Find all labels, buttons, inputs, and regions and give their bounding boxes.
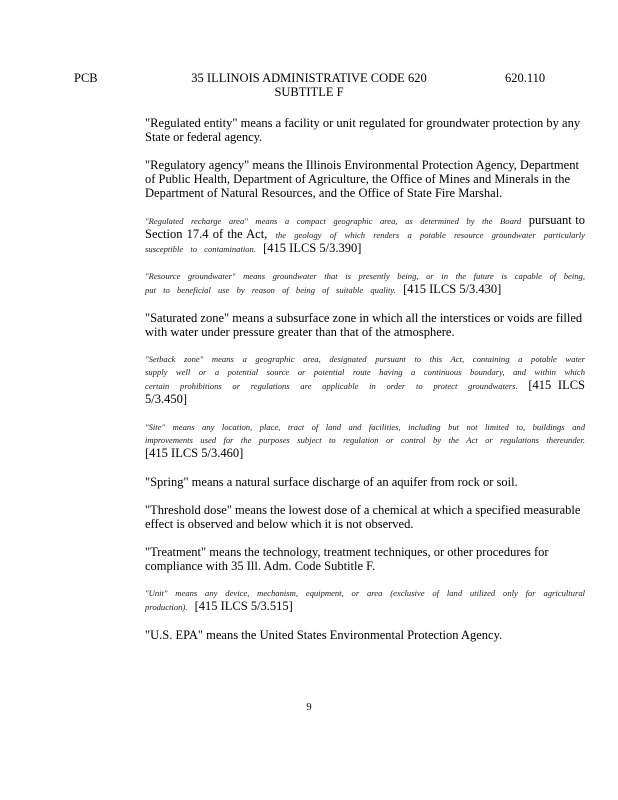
definition-regulated-entity: "Regulated entity" means a facility or unit regulated for groundwater protection by any State or federal agency. (145, 116, 581, 144)
statute-text: "Site" means any location, place, tract of land and facilities, including but not limited to, buildings and improvements used for the purposes subject to regulation or control by the Act or regulations thereunder. (145, 422, 585, 445)
statute-text: "Unit" means any device, mechanism, equipment, or area (exclusive of land utilized only for agricultural production). (145, 588, 585, 612)
document-body (145, 116, 585, 656)
citation: [415 ILCS 5/3.430] (403, 282, 502, 296)
statute-text: "Setback zone" means a geographic area, designated pursuant to this Act, containing a potable water supply well or a potential source or potential route having a continuous boundary, and within which certain prohibitions or regulations are applicable in order to protect groundwaters. (145, 354, 585, 391)
definition-saturated-zone: "Saturated zone" means a subsurface zone in which all the interstices or voids are filled with water under pressure greater than that of the atmosphere. (145, 311, 583, 339)
citation: [415 ILCS 5/3.390] (263, 241, 362, 255)
header-left: PCB (74, 71, 98, 85)
citation: [415 ILCS 5/3.460] (145, 446, 244, 460)
definition-spring: "Spring" means a natural surface discharge of an aquifer from rock or soil. (145, 475, 518, 489)
citation: [415 ILCS 5/3.450] (145, 378, 585, 406)
page-number: 9 (306, 702, 312, 713)
definition-us-epa: "U.S. EPA" means the United States Environmental Protection Agency. (145, 628, 503, 642)
header-section-number: 620.110 (505, 71, 546, 85)
definition-regulated-recharge-area (145, 214, 585, 256)
definition-site (145, 421, 585, 461)
inserted-text: pursuant to Section 17.4 of the Act, (145, 213, 585, 241)
citation: [415 ILCS 5/3.515] (194, 599, 293, 613)
statute-text: "Regulated recharge area" means a compact geographic area, as determined by the Board (145, 216, 522, 226)
definition-unit (145, 587, 585, 614)
header-title: 35 ILLINOIS ADMINISTRATIVE CODE 620 (191, 71, 427, 85)
statute-text: the geology of which renders a potable resource groundwater particularly susceptible to contamination. (145, 230, 585, 254)
definition-setback-zone (145, 353, 585, 407)
definition-resource-groundwater (145, 270, 585, 297)
header-subtitle: SUBTITLE F (274, 85, 344, 99)
definition-treatment: "Treatment" means the technology, treatment techniques, or other procedures for compliance with 35 Ill. Adm. Code Subtitle F. (145, 545, 549, 573)
definition-threshold-dose: "Threshold dose" means the lowest dose of a chemical at which a specified measurable effect is observed and below which it is not observed. (145, 503, 581, 531)
statute-text: "Resource groundwater" means groundwater that is presently being, or in the future is capable of being, put to beneficial use by reason of being of suitable quality. (145, 271, 585, 295)
definition-regulatory-agency: "Regulatory agency" means the Illinois Environmental Protection Agency, Department of Public Health, Department of Agriculture, the Office of Mines and Minerals in the Department of Natural Resources, and the Office of State Fire Marshal. (145, 158, 579, 200)
